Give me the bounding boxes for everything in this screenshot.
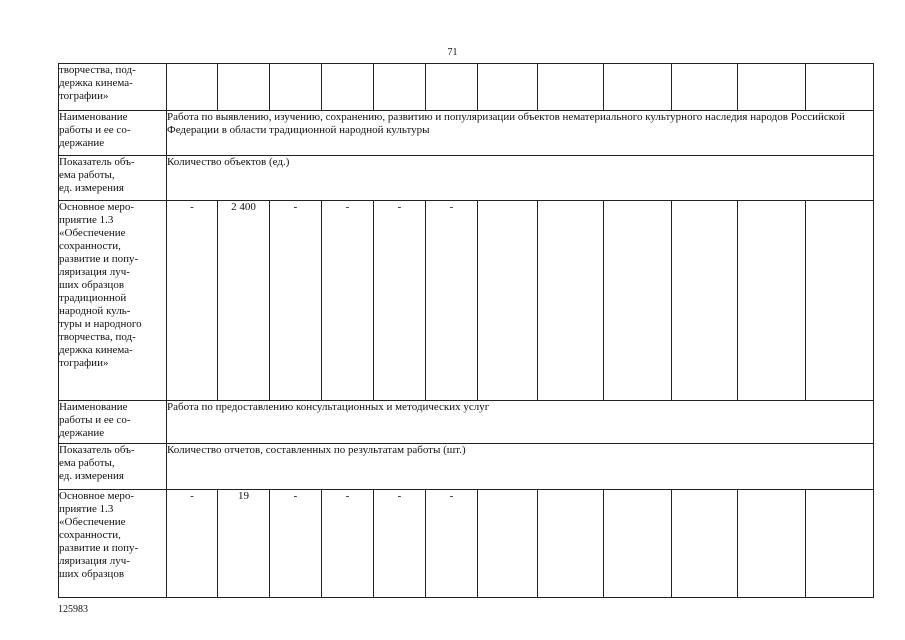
value-cell — [672, 490, 738, 598]
table-row — [59, 156, 874, 201]
value-cell — [604, 201, 672, 401]
event-label: Основное меро- приятие 1.3 «Обеспечение сохранности, развитие и попу- ляризация луч- ших образцов традиционной народной куль- туры и народного творчества, под- держка кинема- тографии» — [59, 201, 167, 401]
work-name-value: Работа по предоставлению консультационных и методических услуг — [167, 401, 874, 444]
indicator-label: Показатель объ- ема работы, ед. измерения — [59, 444, 167, 490]
value-cell — [806, 201, 874, 401]
value-cell: - — [374, 490, 426, 598]
value-cell: 19 — [218, 490, 270, 598]
value-cell — [478, 490, 538, 598]
indicator-label: Показатель объ- ема работы, ед. измерения — [59, 156, 167, 201]
table-row — [59, 444, 874, 490]
value-cell: - — [426, 201, 478, 401]
value-cell: - — [167, 490, 218, 598]
work-name-label: Наименование работы и ее со- держание — [59, 111, 167, 156]
event-label: Основное меро- приятие 1.3 «Обеспечение сохранности, развитие и попу- ляризация луч- ших образцов — [59, 490, 167, 598]
table-row — [59, 401, 874, 444]
value-cell — [738, 490, 806, 598]
work-name-label: Наименование работы и ее со- держание — [59, 401, 167, 444]
value-cell: - — [322, 201, 374, 401]
value-cell: - — [322, 490, 374, 598]
value-cell: - — [167, 201, 218, 401]
value-cell — [672, 201, 738, 401]
event-label-continued: творчества, под- держка кинема- тографии» — [59, 64, 167, 111]
document-code: 125983 — [58, 604, 88, 615]
value-cell: - — [270, 201, 322, 401]
value-cell — [738, 201, 806, 401]
indicator-value: Количество отчетов, составленных по результатам работы (шт.) — [167, 444, 874, 490]
indicator-value: Количество объектов (ед.) — [167, 156, 874, 201]
table-row — [59, 64, 874, 111]
value-cell — [806, 490, 874, 598]
value-cell — [604, 490, 672, 598]
table-row — [59, 201, 874, 401]
value-cell: - — [270, 490, 322, 598]
value-cell — [538, 201, 604, 401]
value-cell: - — [374, 201, 426, 401]
work-name-value: Работа по выявлению, изучению, сохранению, развитию и популяризации объектов нематериального культурного наследия народов Российской Федерации в области традиционной народной культуры — [167, 111, 874, 156]
value-cell: 2 400 — [218, 201, 270, 401]
table-row — [59, 490, 874, 598]
page-number: 71 — [447, 47, 458, 58]
value-cell — [478, 201, 538, 401]
budget-table — [58, 63, 874, 598]
value-cell: - — [426, 490, 478, 598]
value-cell — [538, 490, 604, 598]
table-row — [59, 111, 874, 156]
